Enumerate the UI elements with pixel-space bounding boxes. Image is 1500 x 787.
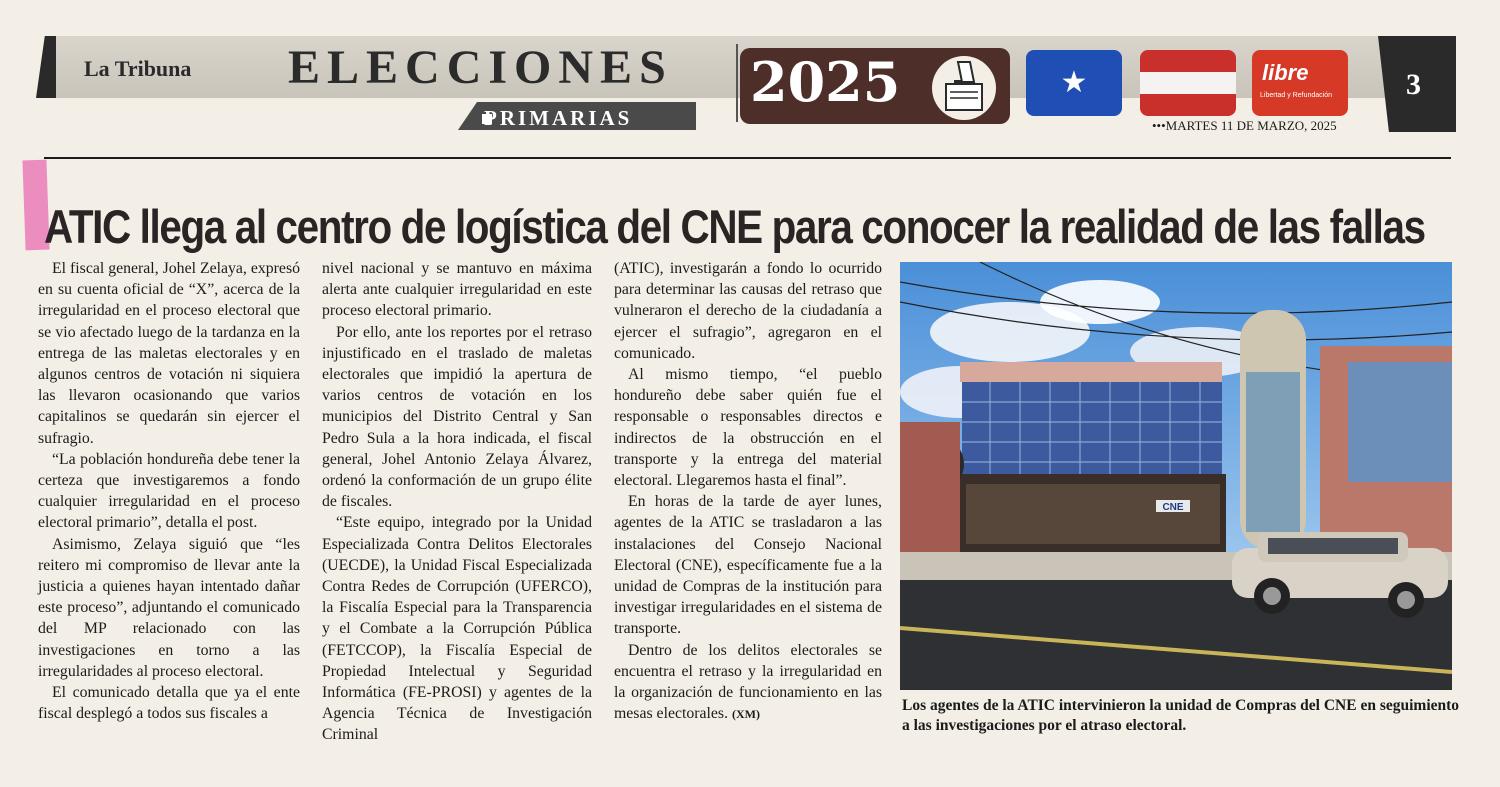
section-title: ELECCIONES xyxy=(288,41,673,94)
paper-name: La Tribuna xyxy=(84,56,192,81)
article-column-1 xyxy=(38,258,300,724)
page-number: 3 xyxy=(1406,68,1421,101)
headline-rule xyxy=(44,157,1451,159)
libre-logo xyxy=(1252,50,1348,116)
paragraph: El fiscal general, Johel Zelaya, expresó en su cuenta oficial de “X”, acerca de la irregularidad en el proceso electoral que se vio afectado luego de la tardanza en la entrega de las maletas electorales y en algunos centros de votación ni siquiera las llevaron ocasionando que varios capitalinos se quedarán sin ejercer el sufragio. xyxy=(38,260,300,447)
cne-building-photo xyxy=(900,262,1452,690)
paragraph: “La población hondureña debe tener la certeza que investigaremos a fondo cualquier irregularidad en el proceso electoral primario”, detalla el post. xyxy=(38,450,300,532)
paragraph: Asimismo, Zelaya siguió que “les reitero mi compromiso de llevar ante la justicia a quienes hayan intentado dañar este proceso”, adjuntando el comunicado del MP relacionado con las investigaciones en torno a las irregularidades al proceso electoral. xyxy=(38,535,300,680)
photo-caption: Los agentes de la ATIC intervinieron la unidad de Compras del CNE en seguimiento a las investigaciones por el atraso electoral. xyxy=(902,697,1460,734)
banner-left-tab xyxy=(36,36,58,98)
article-column-2 xyxy=(322,258,592,746)
paragraph: nivel nacional y se mantuvo en máxima alerta ante cualquier irregularidad en este proceso electoral primario. xyxy=(322,260,592,320)
building-sign: CNE xyxy=(1162,502,1184,513)
paragraph: Al mismo tiempo, “el pueblo hondureño debe saber quién fue el responsable o responsables directos e indirectos de la obstrucción en el transporte y la entrega del material electoral. Llegaremos hasta el final”. xyxy=(614,366,882,490)
year-label: 2025 xyxy=(750,50,901,114)
section-banner xyxy=(36,36,1456,132)
flag-stripe xyxy=(1140,72,1236,94)
red-white-flag-logo xyxy=(1140,50,1236,116)
issue-date-text: MARTES 11 DE MARZO, 2025 xyxy=(1165,118,1337,133)
paragraph xyxy=(614,640,882,726)
libre-logo-text: libre xyxy=(1262,60,1309,85)
paragraph: Por ello, ante los reportes por el retraso injustificado en el traslado de maletas electorales que impidió la apertura de varios centros de votación en los municipios del Distrito Central y San Pedro Sula a la hora indicada, el fiscal general, Johel Antonio Zelaya Álvarez, ordenó la conformación de un grupo élite de fiscales. xyxy=(322,323,592,511)
article-headline: ATIC llega al centro de logística del CNE para conocer la realidad de las fallas xyxy=(44,200,1425,254)
paragraph: “Este equipo, integrado por la Unidad Especializada Contra Delitos Electorales (UECDE), la Unidad Fiscal Especializada Contra Redes de Corrupción (UFERCO), la Fiscalía Especial para la Transparencia y el Combate a la Corrupción Pública (FETCCOP), la Fiscalía Especial de Propiedad Intelectual y Seguridad Informática (FE-PROSI) y agentes de la Agencia Técnica de Investigación Criminal xyxy=(322,514,592,744)
star-flag-logo xyxy=(1026,50,1122,116)
article-column-3 xyxy=(614,258,882,725)
author-credit: (XM) xyxy=(732,707,760,722)
libre-logo-subtext: Libertad y Refundación xyxy=(1260,92,1332,99)
star-icon: ★ xyxy=(1060,65,1088,100)
paragraph-text: Dentro de los delitos electorales se encuentra el retraso y la irregularidad en la organización de funcionamiento en las mesas electorales. xyxy=(614,641,882,723)
ballot-box-icon xyxy=(928,50,1000,122)
paragraph: (ATIC), investigarán a fondo lo ocurrido para determinar las causas del retraso que vulneraron el derecho de la ciudadanía a ejercer el sufragio”, agregaron en el comunicado. xyxy=(614,260,882,362)
divider xyxy=(736,44,738,122)
paragraph: En horas de la tarde de ayer lunes, agentes de la ATIC se trasladaron a las instalaciones del Consejo Nacional Electoral (CNE), específicamente fue a la unidad de Compras de la institución para investigar irregularidades en el sistema de transporte. xyxy=(614,493,882,638)
subsection-title: PRIMARIAS xyxy=(484,106,633,130)
paragraph: El comunicado detalla que ya el ente fiscal desplegó a todos sus fiscales a xyxy=(38,684,300,723)
issue-date: •••MARTES 11 DE MARZO, 2025 xyxy=(1152,118,1337,133)
